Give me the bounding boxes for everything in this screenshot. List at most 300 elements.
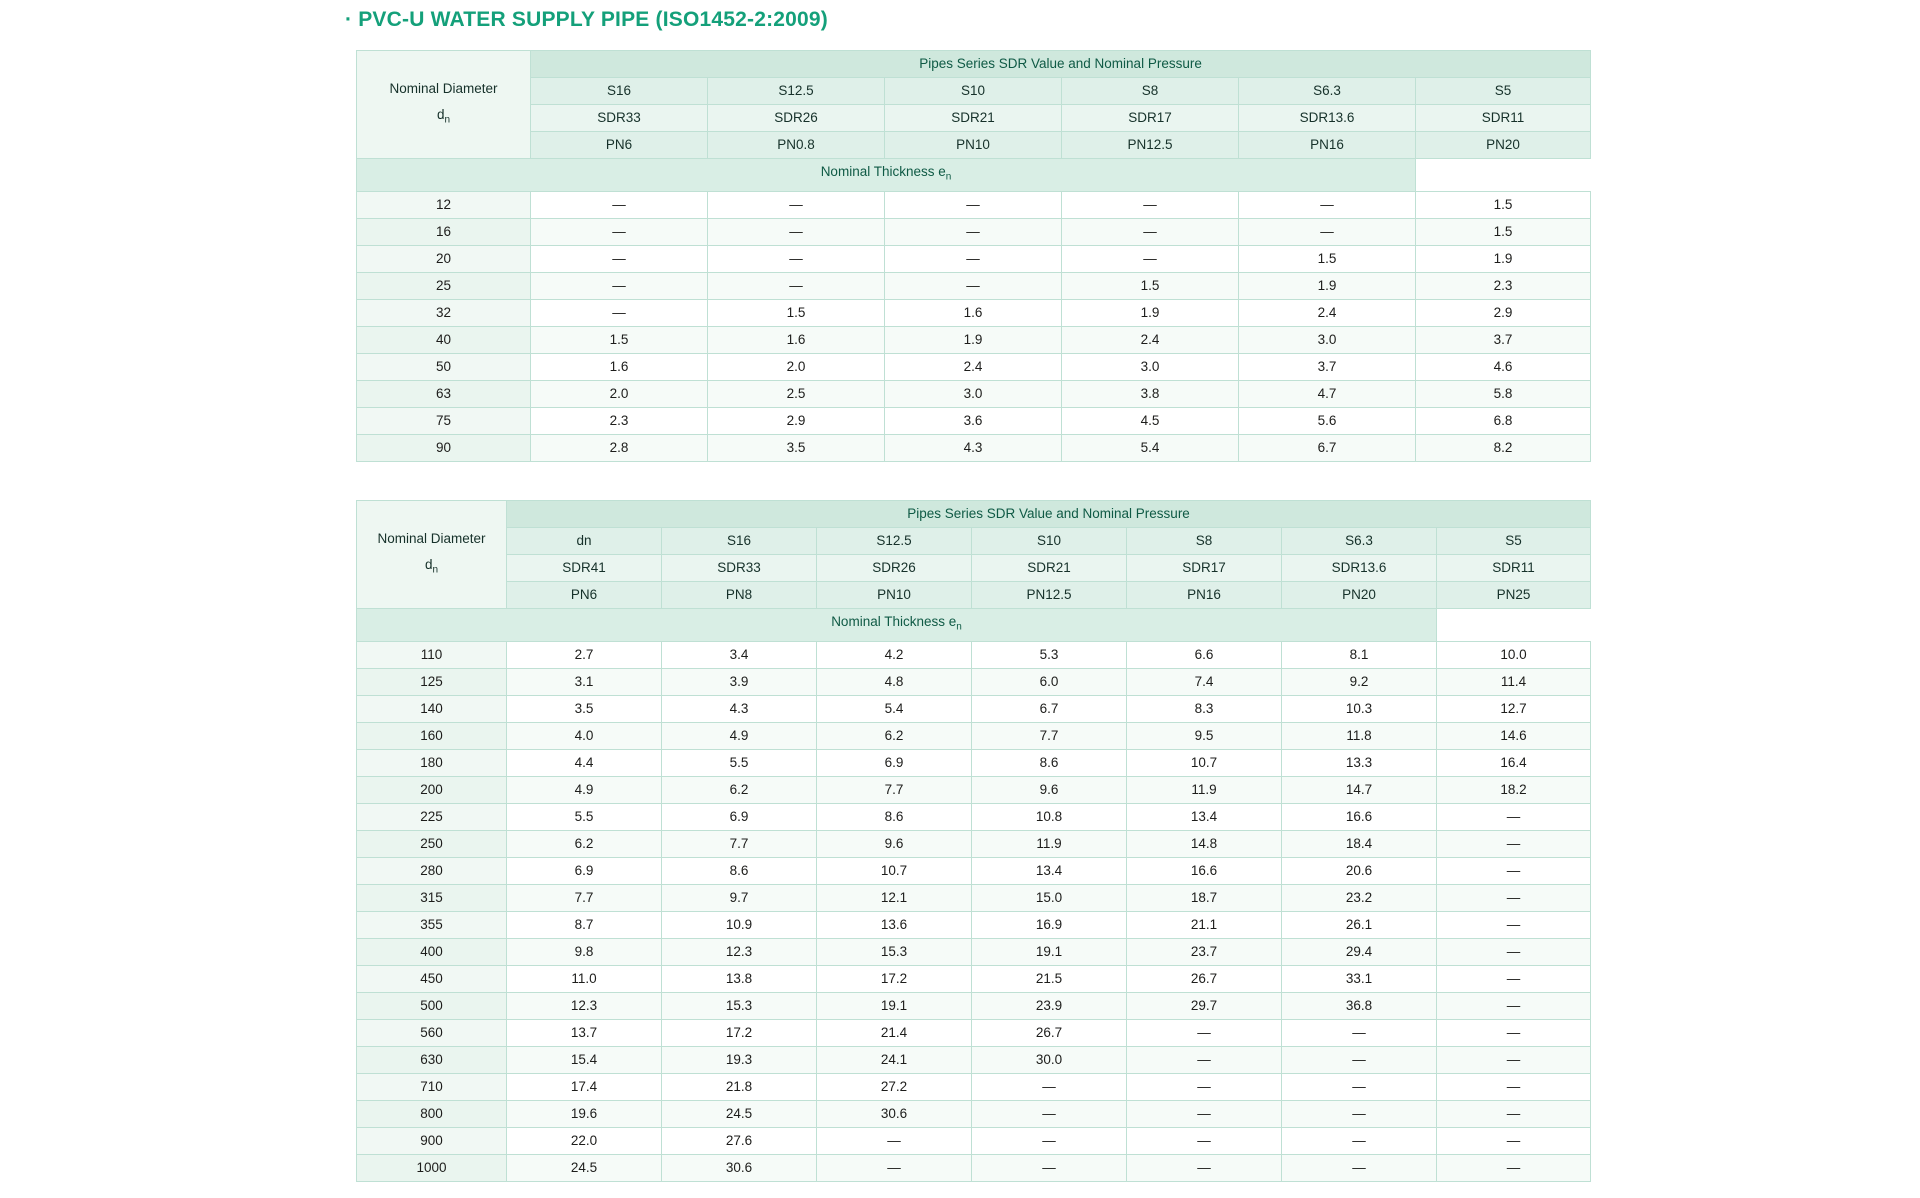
series-cell: S12.5 <box>708 78 885 105</box>
thickness-cell: 2.3 <box>531 407 708 434</box>
thickness-cell: 4.6 <box>1416 353 1591 380</box>
series-cell: S5 <box>1416 78 1591 105</box>
thickness-cell: 12.3 <box>507 992 662 1019</box>
table-row <box>357 353 1591 380</box>
thickness-cell: 6.7 <box>972 695 1127 722</box>
table-row <box>357 1046 1591 1073</box>
thickness-cell: 6.0 <box>972 668 1127 695</box>
thickness-cell: 26.7 <box>972 1019 1127 1046</box>
thickness-cell: 13.3 <box>1282 749 1437 776</box>
thickness-cell: 9.5 <box>1127 722 1282 749</box>
thickness-cell: 6.6 <box>1127 641 1282 668</box>
table-row <box>357 911 1591 938</box>
thickness-cell: 5.5 <box>662 749 817 776</box>
thickness-cell: 4.9 <box>662 722 817 749</box>
thickness-cell: — <box>1437 911 1591 938</box>
pn-cell: PN12.5 <box>972 582 1127 609</box>
row-header-cell: 280 <box>357 857 507 884</box>
row-header-cell: 160 <box>357 722 507 749</box>
thickness-cell: 17.4 <box>507 1073 662 1100</box>
row-header-cell: 20 <box>357 245 531 272</box>
thickness-cell: 1.5 <box>1416 191 1591 218</box>
row-header-cell: 90 <box>357 434 531 461</box>
thickness-cell: 4.9 <box>507 776 662 803</box>
pn-cell: PN0.8 <box>708 132 885 159</box>
thickness-cell: — <box>1239 218 1416 245</box>
thickness-cell: 27.6 <box>662 1127 817 1154</box>
thickness-cell: — <box>817 1127 972 1154</box>
table1-head <box>357 51 1591 192</box>
thickness-cell: 11.0 <box>507 965 662 992</box>
thickness-cell: 2.9 <box>708 407 885 434</box>
thickness-cell: 4.3 <box>662 695 817 722</box>
row-header-cell: 32 <box>357 299 531 326</box>
thickness-cell: — <box>1437 1073 1591 1100</box>
thickness-label-text: Nominal Thickness e <box>820 164 946 179</box>
dn-subscript: n <box>444 114 451 126</box>
thickness-cell: 2.3 <box>1416 272 1591 299</box>
table-row <box>357 884 1591 911</box>
thickness-cell: — <box>1127 1127 1282 1154</box>
thickness-cell: 5.8 <box>1416 380 1591 407</box>
thickness-cell: 5.5 <box>507 803 662 830</box>
thickness-cell: 1.5 <box>1239 245 1416 272</box>
series-cell: S10 <box>972 528 1127 555</box>
thickness-cell: 8.6 <box>817 803 972 830</box>
pn-cell: PN16 <box>1127 582 1282 609</box>
thickness-cell: 3.5 <box>507 695 662 722</box>
thickness-cell: — <box>972 1100 1127 1127</box>
thickness-cell: 1.5 <box>1416 218 1591 245</box>
sdr-cell: SDR26 <box>817 555 972 582</box>
row-header-cell: 16 <box>357 218 531 245</box>
thickness-cell: — <box>531 299 708 326</box>
pn-cell: PN6 <box>531 132 708 159</box>
table-row <box>357 668 1591 695</box>
dn-subscript: n <box>432 564 439 576</box>
thickness-cell: 7.7 <box>507 884 662 911</box>
thickness-cell: 10.8 <box>972 803 1127 830</box>
thickness-cell: — <box>531 191 708 218</box>
thickness-cell: 3.0 <box>885 380 1062 407</box>
thickness-cell: — <box>1282 1127 1437 1154</box>
thickness-cell: 4.3 <box>885 434 1062 461</box>
row-header-cell: 140 <box>357 695 507 722</box>
thickness-cell: — <box>1282 1019 1437 1046</box>
thickness-cell: 10.3 <box>1282 695 1437 722</box>
dn-text: d <box>424 556 433 572</box>
thickness-cell: 6.2 <box>662 776 817 803</box>
thickness-cell: 4.2 <box>817 641 972 668</box>
thickness-cell: 21.8 <box>662 1073 817 1100</box>
thickness-cell: — <box>708 218 885 245</box>
series-cell: S6.3 <box>1282 528 1437 555</box>
thickness-cell: 36.8 <box>1282 992 1437 1019</box>
thickness-cell: 3.0 <box>1062 353 1239 380</box>
thickness-cell: — <box>885 218 1062 245</box>
row-header-cell: 500 <box>357 992 507 1019</box>
series-cell: S8 <box>1062 78 1239 105</box>
thickness-cell: — <box>1282 1073 1437 1100</box>
thickness-cell: 3.5 <box>708 434 885 461</box>
thickness-cell: 4.0 <box>507 722 662 749</box>
thickness-cell: 6.2 <box>817 722 972 749</box>
thickness-cell: 6.8 <box>1416 407 1591 434</box>
thickness-cell: — <box>1437 1127 1591 1154</box>
table-row <box>357 722 1591 749</box>
thickness-cell: 10.7 <box>817 857 972 884</box>
series-cell: S12.5 <box>817 528 972 555</box>
small-diameter-table <box>356 50 1591 462</box>
thickness-cell: 3.4 <box>662 641 817 668</box>
thickness-cell: 8.3 <box>1127 695 1282 722</box>
table-row <box>357 299 1591 326</box>
row-header-cell: 225 <box>357 803 507 830</box>
thickness-cell: 3.0 <box>1239 326 1416 353</box>
thickness-cell: 6.7 <box>1239 434 1416 461</box>
row-header-cell: 630 <box>357 1046 507 1073</box>
thickness-cell: — <box>531 218 708 245</box>
thickness-cell: 2.4 <box>885 353 1062 380</box>
thickness-cell: 19.3 <box>662 1046 817 1073</box>
table-row <box>357 1073 1591 1100</box>
pn-cell: PN6 <box>507 582 662 609</box>
table-row <box>357 218 1591 245</box>
table1-body <box>357 191 1591 461</box>
table2-body <box>357 641 1591 1181</box>
table2-series-row <box>357 528 1591 555</box>
table2-sdr-row <box>357 555 1591 582</box>
thickness-cell: 18.7 <box>1127 884 1282 911</box>
table-row <box>357 1100 1591 1127</box>
thickness-cell: 30.6 <box>817 1100 972 1127</box>
thickness-cell: — <box>972 1127 1127 1154</box>
row-header-cell: 12 <box>357 191 531 218</box>
row-header-cell: 125 <box>357 668 507 695</box>
row-header-cell: 63 <box>357 380 531 407</box>
thickness-cell: 1.6 <box>885 299 1062 326</box>
thickness-cell: — <box>1127 1100 1282 1127</box>
thickness-cell: 1.9 <box>885 326 1062 353</box>
row-header-cell: 250 <box>357 830 507 857</box>
thickness-cell: — <box>885 245 1062 272</box>
pn-cell: PN16 <box>1239 132 1416 159</box>
row-header-cell: 315 <box>357 884 507 911</box>
thickness-cell: — <box>1282 1100 1437 1127</box>
pn-cell: PN10 <box>817 582 972 609</box>
thickness-cell: — <box>1062 245 1239 272</box>
thickness-cell: — <box>1437 1019 1591 1046</box>
thickness-cell: 21.4 <box>817 1019 972 1046</box>
thickness-cell: 16.6 <box>1127 857 1282 884</box>
thickness-cell: 3.9 <box>662 668 817 695</box>
table-row <box>357 938 1591 965</box>
thickness-cell: 7.4 <box>1127 668 1282 695</box>
sdr-cell: SDR17 <box>1062 105 1239 132</box>
table-row <box>357 380 1591 407</box>
thickness-cell: 6.9 <box>817 749 972 776</box>
thickness-cell: 24.1 <box>817 1046 972 1073</box>
thickness-cell: 5.4 <box>817 695 972 722</box>
thickness-cell: 23.2 <box>1282 884 1437 911</box>
thickness-cell: — <box>531 272 708 299</box>
series-cell <box>507 528 662 555</box>
thickness-cell: 7.7 <box>817 776 972 803</box>
series-cell: S16 <box>531 78 708 105</box>
thickness-cell: 2.9 <box>1416 299 1591 326</box>
thickness-cell: 5.6 <box>1239 407 1416 434</box>
table-row <box>357 191 1591 218</box>
thickness-cell: 16.4 <box>1437 749 1591 776</box>
thickness-cell: 26.1 <box>1282 911 1437 938</box>
series-cell: S10 <box>885 78 1062 105</box>
thickness-cell: 5.4 <box>1062 434 1239 461</box>
thickness-cell: 15.4 <box>507 1046 662 1073</box>
thickness-cell: 22.0 <box>507 1127 662 1154</box>
thickness-cell: 3.6 <box>885 407 1062 434</box>
thickness-cell: 3.8 <box>1062 380 1239 407</box>
dn-text: d <box>436 106 445 122</box>
table1-sdr-row <box>357 105 1591 132</box>
row-header-cell: 450 <box>357 965 507 992</box>
pn-cell: PN20 <box>1282 582 1437 609</box>
sdr-cell: SDR11 <box>1416 105 1591 132</box>
thickness-cell: 11.9 <box>972 830 1127 857</box>
thickness-cell: — <box>1437 830 1591 857</box>
thickness-cell: 8.6 <box>972 749 1127 776</box>
thickness-cell: 5.3 <box>972 641 1127 668</box>
table-row <box>357 992 1591 1019</box>
large-diameter-table <box>356 500 1591 1182</box>
thickness-cell: 8.7 <box>507 911 662 938</box>
table-row <box>357 803 1591 830</box>
thickness-cell: — <box>1127 1154 1282 1181</box>
thickness-cell: 1.9 <box>1062 299 1239 326</box>
thickness-cell: 19.6 <box>507 1100 662 1127</box>
nominal-diameter-text: Nominal Diameter <box>377 530 486 546</box>
thickness-cell: 8.6 <box>662 857 817 884</box>
table-row <box>357 830 1591 857</box>
table-row <box>357 965 1591 992</box>
thickness-cell: 13.6 <box>817 911 972 938</box>
thickness-cell: 2.8 <box>531 434 708 461</box>
row-header-cell: 400 <box>357 938 507 965</box>
table-row <box>357 1154 1591 1181</box>
thickness-cell: 30.6 <box>662 1154 817 1181</box>
row-header-cell: 110 <box>357 641 507 668</box>
thickness-cell: — <box>708 191 885 218</box>
thickness-cell: 1.5 <box>1062 272 1239 299</box>
table2-pn-row <box>357 582 1591 609</box>
thickness-cell: — <box>708 272 885 299</box>
thickness-cell: 3.7 <box>1239 353 1416 380</box>
row-header-cell: 560 <box>357 1019 507 1046</box>
thickness-cell: 1.5 <box>531 326 708 353</box>
thickness-cell: — <box>1062 191 1239 218</box>
thickness-cell: 24.5 <box>662 1100 817 1127</box>
sdr-cell: SDR13.6 <box>1282 555 1437 582</box>
thickness-cell: 12.1 <box>817 884 972 911</box>
table-row <box>357 245 1591 272</box>
thickness-cell: 10.9 <box>662 911 817 938</box>
thickness-cell: 9.2 <box>1282 668 1437 695</box>
thickness-cell: 6.9 <box>507 857 662 884</box>
thickness-cell: 3.7 <box>1416 326 1591 353</box>
thickness-cell: — <box>885 272 1062 299</box>
thickness-cell: 26.7 <box>1127 965 1282 992</box>
thickness-cell: 20.6 <box>1282 857 1437 884</box>
pn-cell: PN25 <box>1437 582 1591 609</box>
thickness-cell: 15.3 <box>817 938 972 965</box>
table-row <box>357 407 1591 434</box>
table-row <box>357 749 1591 776</box>
sdr-cell: SDR17 <box>1127 555 1282 582</box>
table2-thickness-header <box>357 609 1437 642</box>
thickness-cell: 2.0 <box>531 380 708 407</box>
thickness-cell: 14.7 <box>1282 776 1437 803</box>
thickness-cell: 21.1 <box>1127 911 1282 938</box>
thickness-cell: 2.0 <box>708 353 885 380</box>
thickness-cell: 4.4 <box>507 749 662 776</box>
row-header-cell: 800 <box>357 1100 507 1127</box>
thickness-label-text: Nominal Thickness e <box>831 614 957 629</box>
row-header-cell: 710 <box>357 1073 507 1100</box>
table-row <box>357 857 1591 884</box>
thickness-cell: 18.2 <box>1437 776 1591 803</box>
thickness-cell: 11.4 <box>1437 668 1591 695</box>
thickness-cell: — <box>817 1154 972 1181</box>
thickness-cell: 30.0 <box>972 1046 1127 1073</box>
thickness-cell: — <box>531 245 708 272</box>
thickness-cell: — <box>972 1073 1127 1100</box>
thickness-cell: 1.6 <box>531 353 708 380</box>
row-header-cell: 25 <box>357 272 531 299</box>
pn-cell: PN10 <box>885 132 1062 159</box>
thickness-cell: 9.6 <box>972 776 1127 803</box>
table-row <box>357 272 1591 299</box>
table1-group-header: Pipes Series SDR Value and Nominal Pressure <box>531 51 1591 78</box>
row-header-cell: 180 <box>357 749 507 776</box>
thickness-cell: 29.4 <box>1282 938 1437 965</box>
series-cell: S8 <box>1127 528 1282 555</box>
thickness-cell: — <box>1437 965 1591 992</box>
table1-pn-row <box>357 132 1591 159</box>
thickness-cell: 14.6 <box>1437 722 1591 749</box>
thickness-cell: 4.5 <box>1062 407 1239 434</box>
thickness-cell: 12.7 <box>1437 695 1591 722</box>
thickness-cell: — <box>885 191 1062 218</box>
thickness-cell: 1.6 <box>708 326 885 353</box>
sdr-cell: SDR13.6 <box>1239 105 1416 132</box>
row-header-cell: 75 <box>357 407 531 434</box>
row-header-cell: 50 <box>357 353 531 380</box>
thickness-cell: 10.7 <box>1127 749 1282 776</box>
thickness-cell: 1.9 <box>1239 272 1416 299</box>
thickness-cell: 15.3 <box>662 992 817 1019</box>
thickness-label-subscript: n <box>956 621 962 633</box>
thickness-cell: — <box>972 1154 1127 1181</box>
thickness-cell: — <box>1437 938 1591 965</box>
table-row <box>357 641 1591 668</box>
thickness-cell: 16.6 <box>1282 803 1437 830</box>
row-header-cell: 355 <box>357 911 507 938</box>
series-cell: S6.3 <box>1239 78 1416 105</box>
thickness-cell: 13.4 <box>1127 803 1282 830</box>
thickness-cell: — <box>1127 1019 1282 1046</box>
thickness-cell: 4.7 <box>1239 380 1416 407</box>
thickness-cell: — <box>1282 1154 1437 1181</box>
thickness-cell: 19.1 <box>817 992 972 1019</box>
thickness-cell: 9.8 <box>507 938 662 965</box>
table1-series-row <box>357 78 1591 105</box>
thickness-cell: — <box>1437 884 1591 911</box>
sdr-cell: SDR41 <box>507 555 662 582</box>
thickness-cell: — <box>1282 1046 1437 1073</box>
thickness-cell: 29.7 <box>1127 992 1282 1019</box>
thickness-cell: — <box>1437 803 1591 830</box>
series-dn-text: dn <box>576 533 592 548</box>
thickness-cell: 9.6 <box>817 830 972 857</box>
thickness-cell: 23.9 <box>972 992 1127 1019</box>
pn-cell: PN12.5 <box>1062 132 1239 159</box>
thickness-cell: — <box>1239 191 1416 218</box>
thickness-cell: 1.9 <box>1416 245 1591 272</box>
thickness-cell: — <box>1437 1100 1591 1127</box>
thickness-cell: 1.5 <box>708 299 885 326</box>
thickness-cell: 24.5 <box>507 1154 662 1181</box>
thickness-cell: 13.4 <box>972 857 1127 884</box>
sdr-cell: SDR33 <box>662 555 817 582</box>
thickness-cell: 9.7 <box>662 884 817 911</box>
thickness-cell: 19.1 <box>972 938 1127 965</box>
thickness-cell: — <box>1437 1046 1591 1073</box>
thickness-cell: 6.9 <box>662 803 817 830</box>
thickness-cell: 10.0 <box>1437 641 1591 668</box>
row-header-cell: 40 <box>357 326 531 353</box>
thickness-cell: 7.7 <box>972 722 1127 749</box>
table2-group-header: Pipes Series SDR Value and Nominal Pressure <box>507 501 1591 528</box>
thickness-cell: 11.9 <box>1127 776 1282 803</box>
row-header-cell: 900 <box>357 1127 507 1154</box>
thickness-cell: 8.1 <box>1282 641 1437 668</box>
thickness-cell: 23.7 <box>1127 938 1282 965</box>
table1-thickness-header <box>357 159 1416 192</box>
thickness-cell: 16.9 <box>972 911 1127 938</box>
thickness-cell: 4.8 <box>817 668 972 695</box>
sdr-cell: SDR33 <box>531 105 708 132</box>
sdr-cell: SDR21 <box>972 555 1127 582</box>
row-header-cell: 1000 <box>357 1154 507 1181</box>
table2-rowheader-label <box>357 501 507 609</box>
thickness-cell: 13.7 <box>507 1019 662 1046</box>
sdr-cell: SDR26 <box>708 105 885 132</box>
series-cell: S5 <box>1437 528 1591 555</box>
thickness-cell: — <box>708 245 885 272</box>
thickness-cell: 14.8 <box>1127 830 1282 857</box>
thickness-cell: — <box>1437 1154 1591 1181</box>
table-row <box>357 1019 1591 1046</box>
thickness-cell: 2.4 <box>1062 326 1239 353</box>
sdr-cell: SDR21 <box>885 105 1062 132</box>
sdr-cell: SDR11 <box>1437 555 1591 582</box>
thickness-label-subscript: n <box>945 171 952 183</box>
pn-cell: PN8 <box>662 582 817 609</box>
thickness-cell: 2.4 <box>1239 299 1416 326</box>
thickness-cell: — <box>1437 992 1591 1019</box>
series-cell: S16 <box>662 528 817 555</box>
thickness-cell: 15.0 <box>972 884 1127 911</box>
thickness-cell: — <box>1127 1073 1282 1100</box>
